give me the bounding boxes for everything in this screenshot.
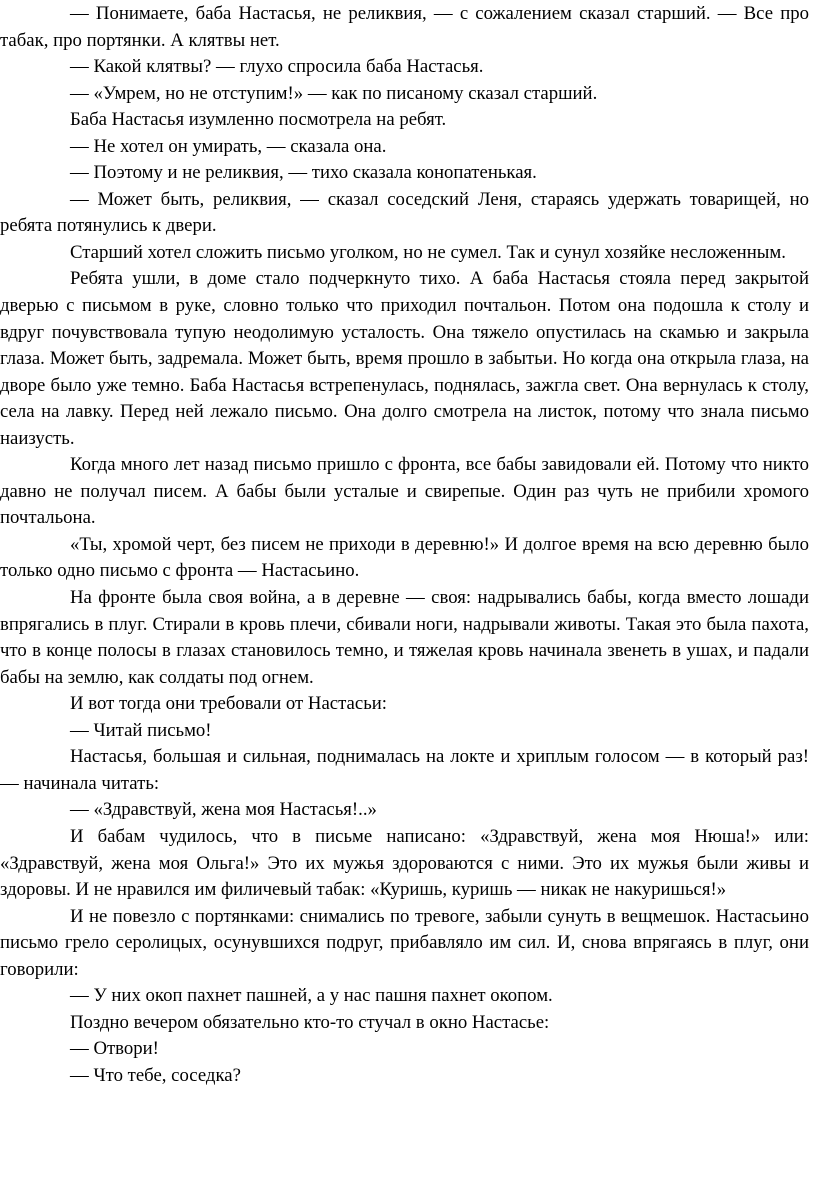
paragraph: — Отвори! (70, 1038, 159, 1060)
paragraph: Настасья, большая и сильная, поднималась на локте и хриплым голосом — в который раз! — начинала читать: (0, 746, 809, 794)
paragraph: Поздно вечером обязательно кто-то стучал в окно Настасье: (70, 1011, 550, 1033)
paragraph: — Читай письмо! (70, 719, 212, 741)
paragraph: — Поэтому и не реликвия, — тихо сказала конопатенькая. (70, 162, 537, 184)
paragraph: Баба Настасья изумленно посмотрела на ребят. (70, 109, 447, 131)
paragraph: — Не хотел он умирать, — сказала она. (70, 135, 387, 157)
paragraph: — Что тебе, соседка? (70, 1064, 241, 1086)
paragraph: — У них окоп пахнет пашней, а у нас пашня пахнет окопом. (70, 985, 553, 1007)
paragraph: На фронте была своя война, а в деревне — своя: надрывались бабы, когда вместо лошади впрягались в плуг. Стирали в кровь плечи, сбивали ноги, надрывали животы. Такая это была пахота, что в конце полосы в глазах становилось темно, и тяжелая кровь начинала звенеть в ушах, и падали бабы на землю, как солдаты под огнем. (0, 587, 809, 688)
paragraph: И бабам чудилось, что в письме написано: «Здравствуй, жена моя Нюша!» или: «Здравствуй, жена моя Ольга!» Это их мужья здороваются с ними. Это их мужья были живы и здоровы. И не нравился им филичевый табак: «Куришь, куришь — никак не накуришься!» (0, 825, 809, 901)
paragraph: «Ты, хромой черт, без писем не приходи в деревню!» И долгое время на всю деревню было только одно письмо с фронта — Настасьино. (0, 533, 809, 582)
paragraph: — Понимаете, баба Настасья, не реликвия, — с сожалением сказал старший. — Все про табак, про портянки. А клятвы нет. (0, 3, 809, 51)
paragraph: И вот тогда они требовали от Настасьи: (70, 693, 387, 715)
paragraph: — Может быть, реликвия, — сказал соседский Леня, стараясь удержать товарищей, но ребята потянулись к двери. (0, 188, 809, 237)
paragraph: Старший хотел сложить письмо уголком, но не сумел. Так и сунул хозяйке несложенным. (70, 241, 786, 263)
paragraph: Ребята ушли, в доме стало подчеркнуто тихо. А баба Настасья стояла перед закрытой дверью с письмом в руке, словно только что приходил почтальон. Потом она подошла к столу и вдруг почувствовала тупую неодолимую усталость. Она тяжело опустилась на скамью и закрыла глаза. Может быть, задремала. Может быть, время прошло в забытьи. Но когда она открыла глаза, на дворе было уже темно. Баба Настасья встрепенулась, поднялась, зажгла свет. Она вернулась к столу, села на лавку. Перед ней лежало письмо. Она долго смотрела на листок, потому что знала письмо наизусть. (0, 268, 809, 449)
document-body (0, 1, 809, 1089)
paragraph: И не повезло с портянками: снимались по тревоге, забыли сунуть в вещмешок. Настасьино письмо грело серолицых, осунувшихся подруг, прибавляло им сил. И, снова впрягаясь в плуг, они говорили: (0, 905, 809, 980)
paragraph: — Какой клятвы? — глухо спросила баба Настасья. (70, 56, 484, 78)
paragraph: — «Здравствуй, жена моя Настасья!..» (70, 799, 377, 821)
paragraph: Когда много лет назад письмо пришло с фронта, все бабы завидовали ей. Потому что никто давно не получал писем. А бабы были усталые и свирепые. Один раз чуть не прибили хромого почтальона. (0, 454, 809, 529)
paragraph: — «Умрем, но не отступим!» — как по писаному сказал старший. (70, 82, 598, 104)
